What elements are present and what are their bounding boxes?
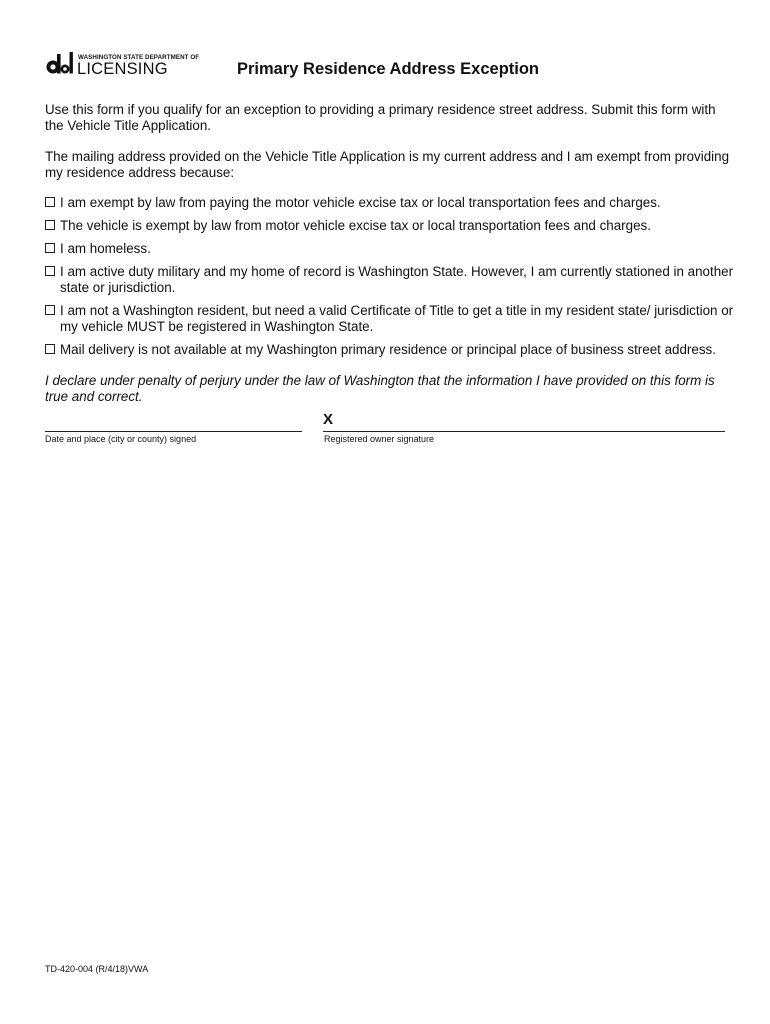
exemption-basis-text: The mailing address provided on the Vehicle Title Application is my current address and I am exempt from providing my residence address because: [45,149,730,180]
checkbox[interactable] [45,266,55,276]
owner-signature-label: Registered owner signature [324,434,435,444]
exemption-option-excise-tax[interactable] [44,195,734,211]
owner-signature-line[interactable] [323,431,725,432]
option-label: I am active duty military and my home of record is Washington State. However, I am currently stationed in another state or jurisdiction. [60,264,734,295]
checkbox[interactable] [45,305,55,315]
dol-logo [45,50,200,80]
option-label: The vehicle is exempt by law from motor vehicle excise tax or local transportation fees and charges. [60,218,651,233]
option-label: I am homeless. [60,241,151,256]
intro-text: Use this form if you qualify for an exception to providing a primary residence street address. Submit this form with the Vehicle Title Application. [45,102,716,133]
form-title: Primary Residence Address Exception [237,60,540,78]
option-label: I am exempt by law from paying the motor vehicle excise tax or local transportation fees and charges. [60,195,661,210]
agency-line: WASHINGTON STATE DEPARTMENT OF [78,54,200,61]
form-number: TD-420-004 (R/4/18)VWA [45,964,149,974]
exemption-option-no-mail-delivery[interactable] [44,342,734,358]
exemption-option-non-resident[interactable] [44,303,734,335]
checkbox[interactable] [45,197,55,207]
perjury-declaration: I declare under penalty of perjury under the law of Washington that the information I have provided on this form is true and correct. [45,373,715,404]
dol-logo-mark-icon [45,50,75,78]
exemption-option-military[interactable] [44,264,734,296]
exemption-option-vehicle-exempt[interactable] [44,218,734,234]
date-place-label: Date and place (city or county) signed [45,434,197,444]
agency-name: LICENSING [77,60,168,78]
date-place-signature-line[interactable] [45,431,302,432]
checkbox[interactable] [45,220,55,230]
checkbox[interactable] [45,344,55,354]
exemption-option-homeless[interactable] [44,241,734,257]
option-label: Mail delivery is not available at my Washington primary residence or principal place of business street address. [60,342,716,357]
signature-x-mark: X [323,411,334,428]
checkbox[interactable] [45,243,55,253]
option-label: I am not a Washington resident, but need a valid Certificate of Title to get a title in my resident state/ jurisdiction or my vehicle MUST be registered in Washington State. [60,303,734,334]
